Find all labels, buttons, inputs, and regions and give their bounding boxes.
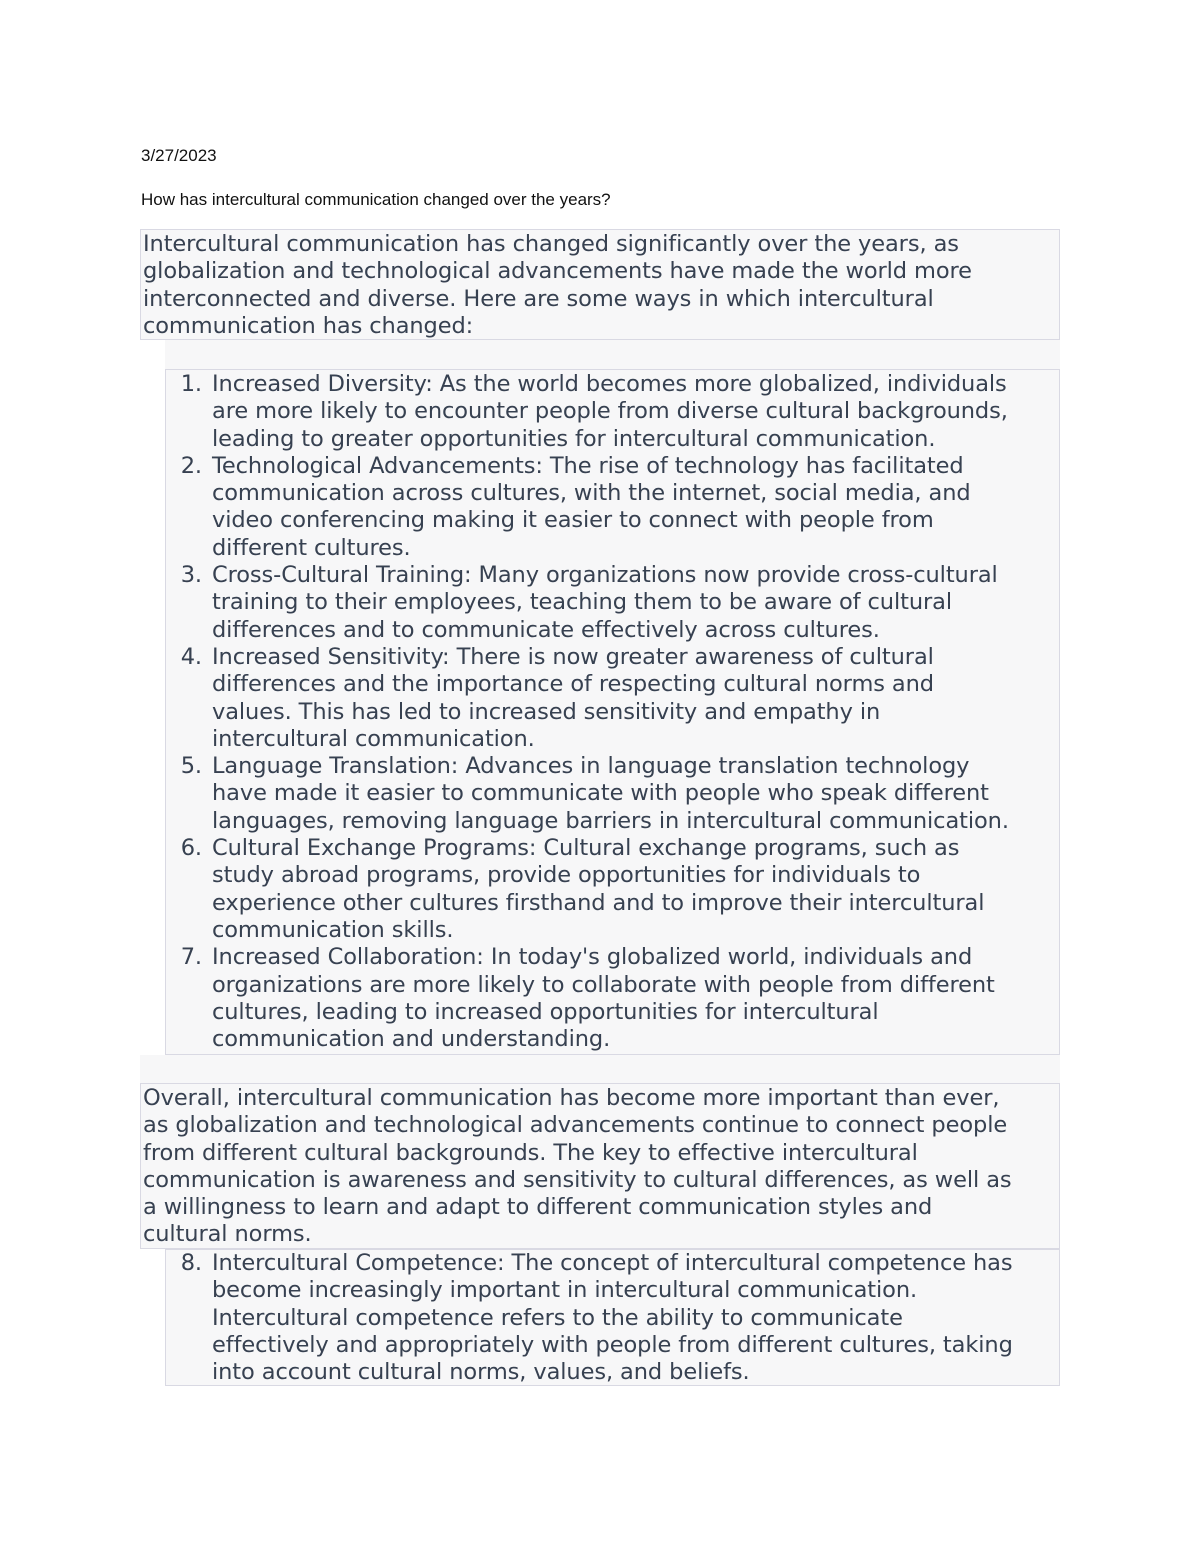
list-item-number: 6. — [180, 835, 202, 862]
list-item-line: training to their employees, teaching them to be aware of cultural — [212, 589, 952, 616]
list-item-line: Intercultural Competence: The concept of intercultural competence has — [212, 1250, 1013, 1276]
list-item-number: 1. — [180, 371, 202, 397]
list-item-line: Intercultural competence refers to the ability to communicate — [212, 1304, 903, 1331]
list-item-number: 2. — [180, 452, 202, 479]
list-item-line: experience other cultures firsthand and to improve their intercultural — [212, 889, 985, 916]
intro-line: interconnected and diverse. Here are some ways in which intercultural — [143, 285, 934, 312]
list-item-line: different cultures. — [212, 534, 411, 561]
list-item-line: effectively and appropriately with people from different cultures, taking — [212, 1331, 1013, 1358]
spacer-band — [165, 340, 1060, 369]
list-item-line: Technological Advancements: The rise of technology has facilitated — [212, 452, 964, 479]
overall-line: Overall, intercultural communication has become more important than ever, — [143, 1085, 1000, 1111]
list-item — [166, 644, 1059, 753]
list-item-line: differences and to communicate effectively across cultures. — [212, 616, 880, 643]
list-item-line: values. This has led to increased sensitivity and empathy in — [212, 698, 881, 725]
list-item — [166, 835, 1059, 944]
extra-list-box — [165, 1249, 1060, 1386]
list-item-line: cultures, leading to increased opportunities for intercultural — [212, 998, 879, 1025]
list-item — [166, 371, 1059, 453]
intro-paragraph — [141, 231, 1059, 340]
overall-line: communication is awareness and sensitivity to cultural differences, as well as — [143, 1166, 1012, 1193]
intro-line: globalization and technological advancements have made the world more — [143, 258, 972, 285]
document-question: How has intercultural communication changed over the years? — [141, 190, 611, 209]
list-item — [166, 1250, 1059, 1386]
ordered-list — [166, 371, 1059, 1053]
list-item-line: organizations are more likely to collaborate with people from different — [212, 971, 995, 998]
overall-paragraph-box — [140, 1083, 1060, 1249]
list-item-line: communication and understanding. — [212, 1026, 611, 1053]
list-item — [166, 453, 1059, 562]
overall-line: as globalization and technological advancements continue to connect people — [143, 1112, 1008, 1139]
list-item-line: Increased Sensitivity: There is now greater awareness of cultural — [212, 643, 934, 670]
list-item-number: 7. — [180, 944, 202, 971]
list-item-line: Cross-Cultural Training: Many organizations now provide cross-cultural — [212, 562, 998, 589]
list-item-line: have made it easier to communicate with people who speak different — [212, 780, 989, 807]
list-item-line: communication across cultures, with the internet, social media, and — [212, 480, 971, 507]
list-item — [166, 753, 1059, 835]
list-item-line: are more likely to encounter people from diverse cultural backgrounds, — [212, 398, 1008, 425]
list-item-number: 4. — [180, 643, 202, 670]
intro-line: Intercultural communication has changed significantly over the years, as — [143, 231, 959, 257]
list-item-line: differences and the importance of respecting cultural norms and — [212, 671, 934, 698]
list-item-line: Increased Collaboration: In today's globalized world, individuals and — [212, 944, 973, 971]
list-item-line: Cultural Exchange Programs: Cultural exchange programs, such as — [212, 835, 960, 862]
overall-line: a willingness to learn and adapt to different communication styles and — [143, 1194, 933, 1221]
list-item-number: 5. — [180, 753, 202, 780]
list-item-number: 8. — [180, 1250, 202, 1276]
list-item-line: study abroad programs, provide opportunities for individuals to — [212, 862, 921, 889]
overall-line: from different cultural backgrounds. The key to effective intercultural — [143, 1139, 918, 1166]
list-item — [166, 944, 1059, 1053]
intro-line: communication has changed: — [143, 312, 474, 339]
intro-paragraph-box — [140, 229, 1060, 340]
ordered-list-box — [165, 369, 1060, 1055]
list-item-number: 3. — [180, 562, 202, 589]
overall-line: cultural norms. — [143, 1221, 312, 1248]
list-item-line: Increased Diversity: As the world becomes more globalized, individuals — [212, 371, 1007, 397]
document-date: 3/27/2023 — [141, 146, 217, 165]
list-item — [166, 562, 1059, 644]
list-item-line: leading to greater opportunities for intercultural communication. — [212, 425, 936, 452]
list-item-line: video conferencing making it easier to connect with people from — [212, 507, 934, 534]
list-item-line: languages, removing language barriers in intercultural communication. — [212, 807, 1009, 834]
list-item-line: intercultural communication. — [212, 725, 535, 752]
spacer-band — [140, 1055, 1060, 1083]
overall-paragraph — [141, 1085, 1059, 1249]
list-item-line: become increasingly important in intercultural communication. — [212, 1277, 918, 1304]
list-item-line: into account cultural norms, values, and beliefs. — [212, 1359, 750, 1386]
list-item-line: communication skills. — [212, 916, 454, 943]
list-item-line: Language Translation: Advances in language translation technology — [212, 753, 970, 780]
